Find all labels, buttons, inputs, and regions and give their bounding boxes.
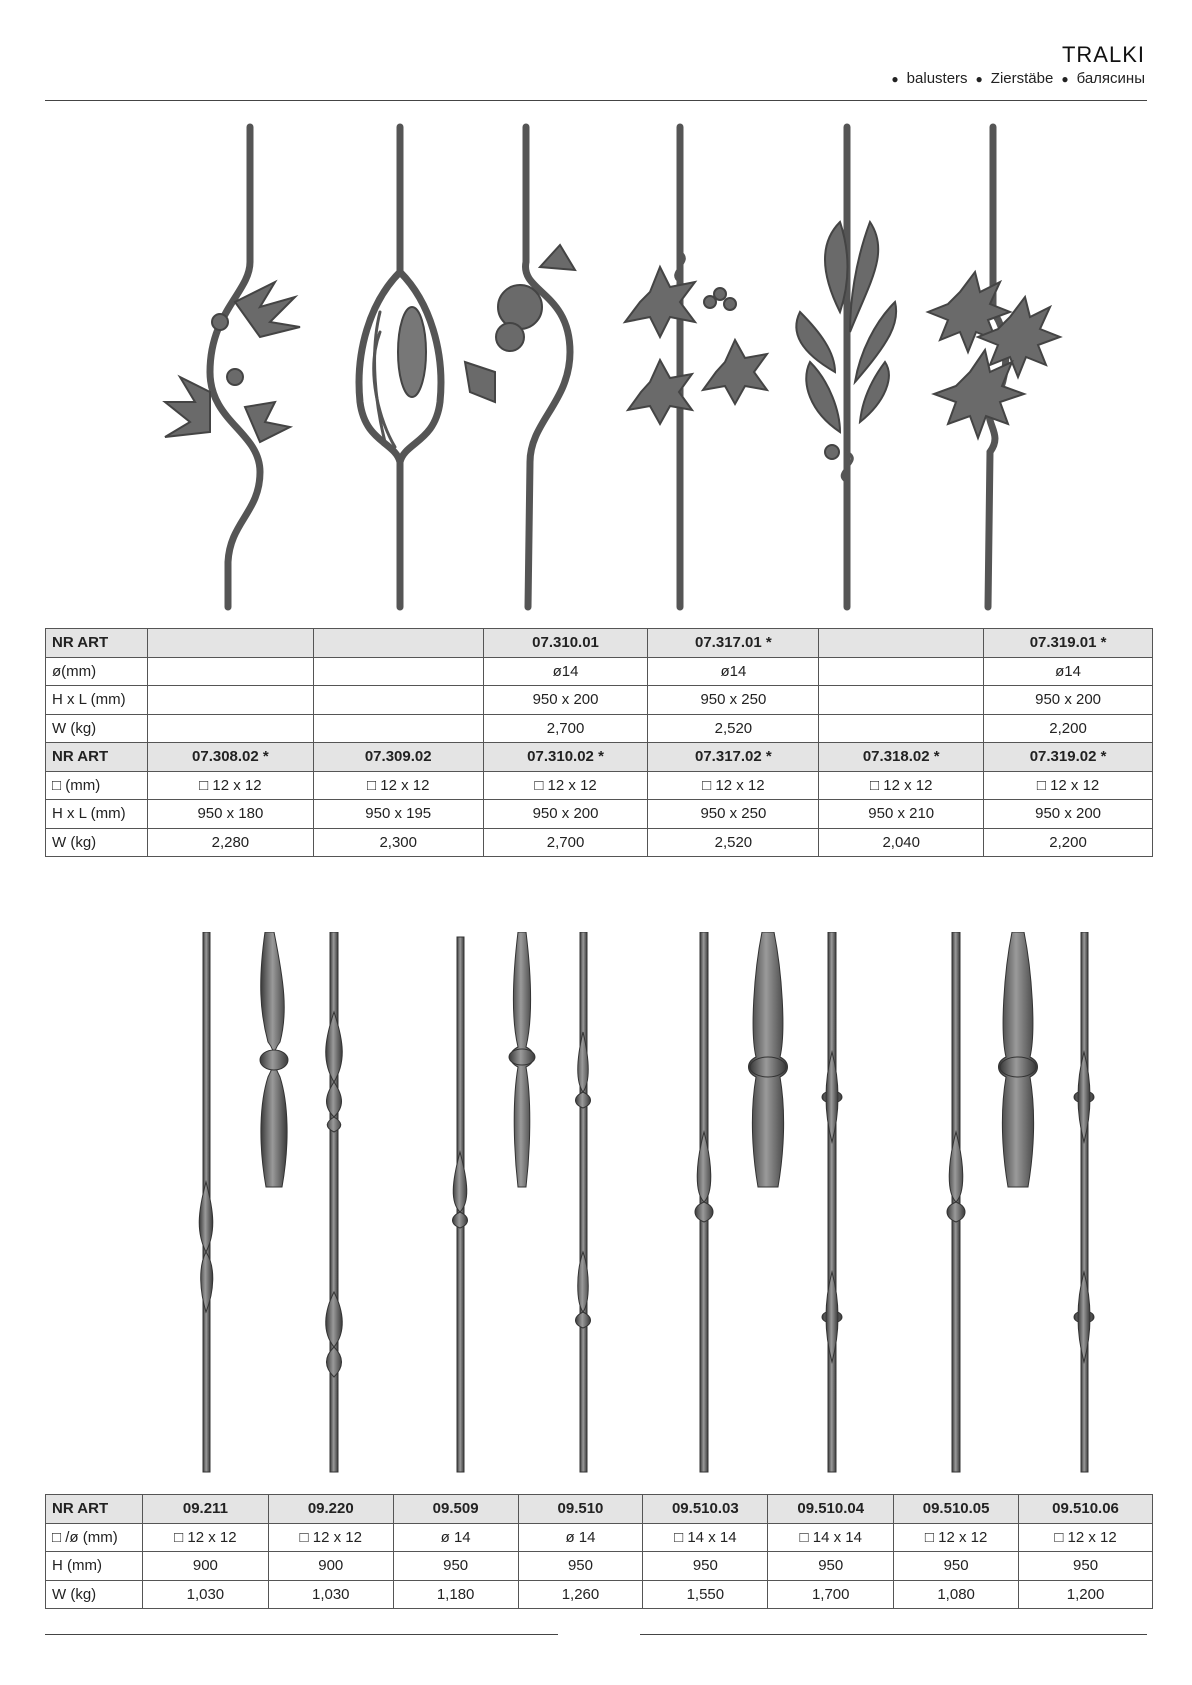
table-cell [313, 714, 483, 743]
row-label: H (mm) [46, 1552, 143, 1581]
article-number-cell: 07.309.02 [313, 743, 483, 772]
table-cell: 950 [768, 1552, 894, 1581]
detail-09-510-05 [999, 932, 1038, 1187]
header-divider [45, 100, 1147, 101]
article-number-cell: 09.211 [142, 1495, 268, 1524]
article-number-cell [313, 629, 483, 658]
table-cell: 950 x 195 [313, 800, 483, 829]
table-cell: 2,300 [313, 828, 483, 857]
table-row [46, 1523, 1153, 1552]
article-number-cell: 09.510.04 [768, 1495, 894, 1524]
turned-balusters-illustration [170, 932, 1110, 1477]
table-cell [819, 657, 984, 686]
table-cell: 950 [894, 1552, 1019, 1581]
baluster-09-220 [326, 932, 343, 1472]
article-number-cell: 09.510.03 [643, 1495, 768, 1524]
table-cell: □ 12 x 12 [894, 1523, 1019, 1552]
detail-09-509 [509, 932, 535, 1187]
table-cell: ø14 [483, 657, 648, 686]
ornamental-balusters-illustration [150, 122, 1150, 612]
article-number-cell: 09.220 [268, 1495, 393, 1524]
ornamental-balusters-svg [150, 122, 1150, 612]
article-number-cell: 07.318.02 * [819, 743, 984, 772]
article-number-cell: 07.319.01 * [984, 629, 1153, 658]
table-cell [313, 657, 483, 686]
table-cell: 1,260 [518, 1580, 643, 1609]
turned-specs-table [45, 1494, 1153, 1609]
table-row [46, 686, 1153, 715]
table-row [46, 657, 1153, 686]
table-cell [147, 714, 313, 743]
baluster-09-510-04 [822, 932, 842, 1472]
article-number-cell [819, 629, 984, 658]
table-cell: □ 12 x 12 [147, 771, 313, 800]
table-cell: 2,520 [648, 828, 819, 857]
label-en: balusters [906, 70, 968, 87]
table-cell: ø 14 [393, 1523, 518, 1552]
table-row [46, 800, 1153, 829]
table-header-row [46, 743, 1153, 772]
detail-09-211 [260, 932, 288, 1187]
table-header-row [46, 1495, 1153, 1524]
table-cell: □ 12 x 12 [142, 1523, 268, 1552]
row-label: NR ART [46, 629, 148, 658]
row-label: □ /ø (mm) [46, 1523, 143, 1552]
table-cell: 2,040 [819, 828, 984, 857]
row-label: NR ART [46, 743, 148, 772]
article-number-cell: 07.319.02 * [984, 743, 1153, 772]
table-row [46, 1580, 1153, 1609]
article-number-cell: 09.510.06 [1019, 1495, 1153, 1524]
table-header-row [46, 629, 1153, 658]
article-number-cell: 09.509 [393, 1495, 518, 1524]
table-cell [147, 686, 313, 715]
article-number-cell: 07.310.01 [483, 629, 648, 658]
detail-09-510-03 [749, 932, 788, 1187]
table-row [46, 714, 1153, 743]
table-cell: 950 x 200 [483, 800, 648, 829]
table-cell: 950 [393, 1552, 518, 1581]
table-cell: 1,550 [643, 1580, 768, 1609]
row-label: W (kg) [46, 828, 148, 857]
table-cell: □ 12 x 12 [648, 771, 819, 800]
footer-rule-left [45, 1634, 558, 1635]
baluster-09-211 [199, 932, 213, 1472]
table-cell: 2,700 [483, 714, 648, 743]
table-cell: □ 14 x 14 [643, 1523, 768, 1552]
article-number-cell: 07.308.02 * [147, 743, 313, 772]
table-cell: 950 [1019, 1552, 1153, 1581]
table-cell: 2,200 [984, 828, 1153, 857]
table-cell: 900 [268, 1552, 393, 1581]
table-cell [819, 686, 984, 715]
table-cell: 950 x 200 [984, 800, 1153, 829]
page-header [883, 42, 1145, 87]
row-label: H x L (mm) [46, 800, 148, 829]
turned-balusters-svg [170, 932, 1110, 1477]
baluster-09-510-06 [1074, 932, 1094, 1472]
bullet-icon: ● [891, 72, 899, 86]
article-number-cell: 09.510.05 [894, 1495, 1019, 1524]
table-cell: 1,030 [142, 1580, 268, 1609]
baluster-09-509 [453, 937, 468, 1472]
bullet-icon: ● [975, 72, 983, 86]
bullet-icon: ● [1061, 72, 1069, 86]
table-cell: 2,700 [483, 828, 648, 857]
table-cell: 1,180 [393, 1580, 518, 1609]
baluster-09-510-05 [947, 932, 965, 1472]
row-label: W (kg) [46, 714, 148, 743]
baluster-09-510-03 [695, 932, 713, 1472]
footer-rule-right [640, 1634, 1147, 1635]
row-label: □ (mm) [46, 771, 148, 800]
table-row [46, 771, 1153, 800]
page-title: TRALKI [1061, 42, 1145, 67]
row-label: W (kg) [46, 1580, 143, 1609]
baluster-poppy-flower [465, 127, 575, 607]
article-number-cell: 07.317.02 * [648, 743, 819, 772]
table-cell: □ 12 x 12 [819, 771, 984, 800]
baluster-wheat-ear [359, 127, 441, 607]
table-cell: 900 [142, 1552, 268, 1581]
ornamental-specs-table [45, 628, 1153, 857]
table-cell: ø 14 [518, 1523, 643, 1552]
table-cell: 1,200 [1019, 1580, 1153, 1609]
baluster-vine-leaves [165, 127, 300, 607]
table-cell: 950 x 250 [648, 800, 819, 829]
table-cell: 950 [643, 1552, 768, 1581]
table-cell: 950 x 200 [984, 686, 1153, 715]
label-ru: балясины [1076, 70, 1145, 87]
table-cell: □ 12 x 12 [483, 771, 648, 800]
table-cell: 950 x 210 [819, 800, 984, 829]
table-cell: ø14 [984, 657, 1153, 686]
table-cell: ø14 [648, 657, 819, 686]
baluster-maple-leaves [928, 127, 1060, 607]
table-cell: 2,200 [984, 714, 1153, 743]
label-de: Zierstäbe [990, 70, 1054, 87]
table-cell [147, 657, 313, 686]
table-cell: □ 12 x 12 [313, 771, 483, 800]
table-cell: 1,030 [268, 1580, 393, 1609]
table-row [46, 828, 1153, 857]
row-label: H x L (mm) [46, 686, 148, 715]
table-cell: 950 x 200 [483, 686, 648, 715]
table-cell: □ 14 x 14 [768, 1523, 894, 1552]
row-label: ø(mm) [46, 657, 148, 686]
table-cell [313, 686, 483, 715]
article-number-cell: 07.310.02 * [483, 743, 648, 772]
table-cell: □ 12 x 12 [984, 771, 1153, 800]
table-cell: 2,280 [147, 828, 313, 857]
table-cell: □ 12 x 12 [268, 1523, 393, 1552]
table-cell: 950 x 250 [648, 686, 819, 715]
table-cell: 1,080 [894, 1580, 1019, 1609]
article-number-cell: 07.317.01 * [648, 629, 819, 658]
language-labels [883, 70, 1145, 87]
row-label: NR ART [46, 1495, 143, 1524]
table-cell [819, 714, 984, 743]
article-number-cell: 09.510 [518, 1495, 643, 1524]
table-cell: 1,700 [768, 1580, 894, 1609]
baluster-ivy [625, 127, 767, 607]
table-cell: 2,520 [648, 714, 819, 743]
baluster-olive-branch [796, 127, 896, 607]
table-row [46, 1552, 1153, 1581]
article-number-cell [147, 629, 313, 658]
baluster-09-510 [576, 932, 591, 1472]
table-cell: □ 12 x 12 [1019, 1523, 1153, 1552]
table-cell: 950 [518, 1552, 643, 1581]
table-cell: 950 x 180 [147, 800, 313, 829]
